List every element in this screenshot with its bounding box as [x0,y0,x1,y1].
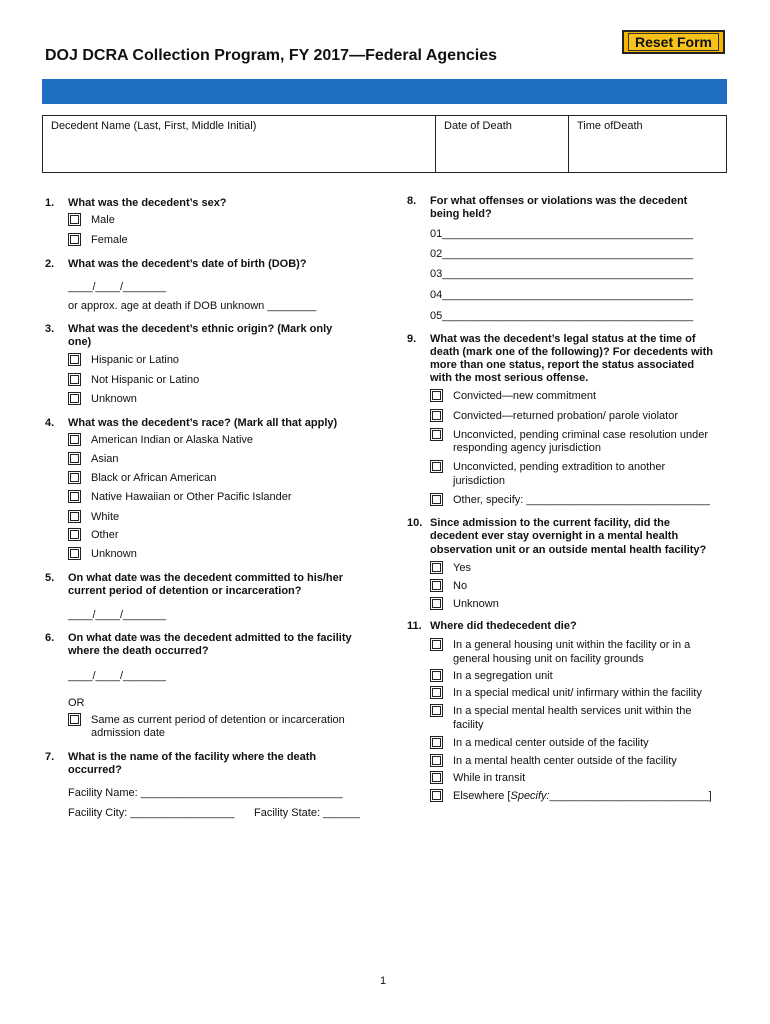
q4-checkbox[interactable] [68,452,81,465]
date-of-death-label: Date of Death [444,120,512,132]
q3-checkbox[interactable] [68,392,81,405]
q11-option: facility [453,719,484,731]
q6-text: On what date was the decedent admitted to the facility [68,632,352,644]
q6-option: Same as current period of detention or incarceration [91,714,345,726]
q11-option: In a special mental health services unit within the [453,705,692,717]
q11-text: Where did thedecedent die? [430,620,577,632]
offense-line[interactable]: 03_________________________________________ [430,268,694,280]
q4-option: Asian [91,453,119,465]
q9-checkbox[interactable] [430,428,443,441]
admit-date-field[interactable]: ____/____/_______ [68,670,166,682]
q10-checkbox[interactable] [430,579,443,592]
q2-text: What was the decedent’s date of birth (DOB)? [68,258,307,270]
q9-option: responding agency jurisdiction [453,442,601,454]
decedent-name-label: Decedent Name (Last, First, Middle Initial) [51,120,257,132]
q10-checkbox[interactable] [430,561,443,574]
q4-option: Native Hawaiian or Other Pacific Islander [91,491,292,503]
q9-text: death (mark one of the following)? For decedents with [430,346,713,358]
q10-checkbox[interactable] [430,597,443,610]
q9-checkbox[interactable] [430,389,443,402]
q4-option: Other [91,529,119,541]
facility-state-field[interactable]: Facility State: ______ [254,807,360,819]
offense-line[interactable]: 05_________________________________________ [430,310,694,322]
q2-number: 2. [45,258,55,270]
q9-option: jurisdiction [453,475,505,487]
q6-option: admission date [91,727,165,739]
facility-city-field[interactable]: Facility City: _________________ [68,807,235,819]
q4-option: Unknown [91,548,137,560]
header-bar [42,79,727,104]
q11-checkbox[interactable] [430,704,443,717]
decedent-info-table [42,115,727,173]
q1-female-checkbox[interactable] [68,233,81,246]
q9-option: Unconvicted, pending criminal case resolution under [453,429,708,441]
q11-number: 11. [407,620,422,632]
q6-number: 6. [45,632,55,644]
q11-option: In a general housing unit within the facility or in a [453,639,691,651]
q3-option: Hispanic or Latino [91,354,180,366]
q4-checkbox[interactable] [68,510,81,523]
time-of-death-cell[interactable] [568,116,726,172]
q6-text: where the death occurred? [68,645,209,657]
q4-checkbox[interactable] [68,490,81,503]
q10-text: observation unit or an outside mental health facility? [430,544,707,556]
q3-checkbox[interactable] [68,373,81,386]
q3-option: Not Hispanic or Latino [91,374,200,386]
q3-option: Unknown [91,393,137,405]
q1-text: What was the decedent’s sex? [68,197,227,209]
q9-text: more than one status, report the status associated [430,359,695,371]
q3-text: What was the decedent’s ethnic origin? (Mark only [68,323,333,335]
q11-checkbox[interactable] [430,669,443,682]
q8-text: For what offenses or violations was the decedent [430,195,688,207]
q9-option: Other, specify: ______________________________ [453,494,710,506]
offense-line[interactable]: 02_________________________________________ [430,248,694,260]
specify-field[interactable]: __________________________] [549,790,712,802]
q10-option: Yes [453,562,471,574]
q10-option: No [453,580,468,592]
q10-text: Since admission to the current facility, did the [430,517,671,529]
q1-option: Male [91,214,115,226]
page-title: DOJ DCRA Collection Program, FY 2017—Federal Agencies [45,47,497,64]
q11-checkbox[interactable] [430,736,443,749]
approx-age-field[interactable]: or approx. age at death if DOB unknown ________ [68,300,317,312]
q4-option: White [91,511,120,523]
q11-checkbox[interactable] [430,789,443,802]
q11-option: In a mental health center outside of the facility [453,755,677,767]
q5-text: current period of detention or incarceration? [68,585,302,597]
q6-or-label: OR [68,697,85,709]
q9-text: with the most serious offense. [430,372,589,384]
q3-number: 3. [45,323,55,335]
q7-number: 7. [45,751,55,763]
reset-form-button[interactable] [622,30,725,54]
q11-option: general housing unit on facility grounds [453,653,644,665]
reset-form-label: Reset Form [628,33,719,51]
q11-option: In a segregation unit [453,670,553,682]
q10-text: decedent ever stay overnight in a mental health [430,530,679,542]
q11-checkbox[interactable] [430,771,443,784]
q9-checkbox[interactable] [430,460,443,473]
elsewhere-label: Elsewhere [ [453,790,511,802]
q4-checkbox[interactable] [68,528,81,541]
time-of-death-label: Time ofDeath [577,120,643,132]
q4-checkbox[interactable] [68,547,81,560]
offense-line[interactable]: 04_________________________________________ [430,289,694,301]
q4-option: Black or African American [91,472,217,484]
q11-option: In a special medical unit/ infirmary within the facility [453,687,702,699]
q11-option: In a medical center outside of the facility [453,737,649,749]
q9-checkbox[interactable] [430,493,443,506]
q6-same-checkbox[interactable] [68,713,81,726]
q1-option: Female [91,234,128,246]
q5-text: On what date was the decedent committed to his/her [68,572,344,584]
q11-checkbox[interactable] [430,686,443,699]
facility-name-field[interactable]: Facility Name: _________________________________ [68,787,343,799]
commit-date-field[interactable]: ____/____/_______ [68,609,166,621]
q4-text: What was the decedent’s race? (Mark all that apply) [68,417,338,429]
q7-text: occurred? [68,764,122,776]
q7-text: What is the name of the facility where the death [68,751,317,763]
page-number: 1 [380,975,387,987]
q11-checkbox[interactable] [430,638,443,651]
decedent-name-cell[interactable] [43,116,435,172]
q8-number: 8. [407,195,417,207]
q1-male-checkbox[interactable] [68,213,81,226]
q9-text: What was the decedent’s legal status at the time of [430,333,696,345]
date-of-death-cell[interactable] [435,116,568,172]
q10-number: 10. [407,517,423,529]
q3-checkbox[interactable] [68,353,81,366]
q9-option: Convicted—returned probation/ parole violator [453,410,679,422]
q10-option: Unknown [453,598,499,610]
q8-text: being held? [430,208,492,220]
q9-option: Convicted—new commitment [453,390,597,402]
q4-number: 4. [45,417,55,429]
q4-checkbox[interactable] [68,433,81,446]
q11-option: While in transit [453,772,526,784]
q4-checkbox[interactable] [68,471,81,484]
q1-number: 1. [45,197,55,209]
q9-checkbox[interactable] [430,409,443,422]
dob-field[interactable]: ____/____/_______ [68,281,166,293]
specify-label: Specify: [510,790,550,802]
q4-option: American Indian or Alaska Native [91,434,254,446]
q9-number: 9. [407,333,417,345]
q3-text: one) [68,336,92,348]
q11-option-elsewhere [453,790,712,803]
q11-checkbox[interactable] [430,754,443,767]
q5-number: 5. [45,572,55,584]
q9-option: Unconvicted, pending extradition to another [453,461,666,473]
offense-line[interactable]: 01_________________________________________ [430,228,694,240]
